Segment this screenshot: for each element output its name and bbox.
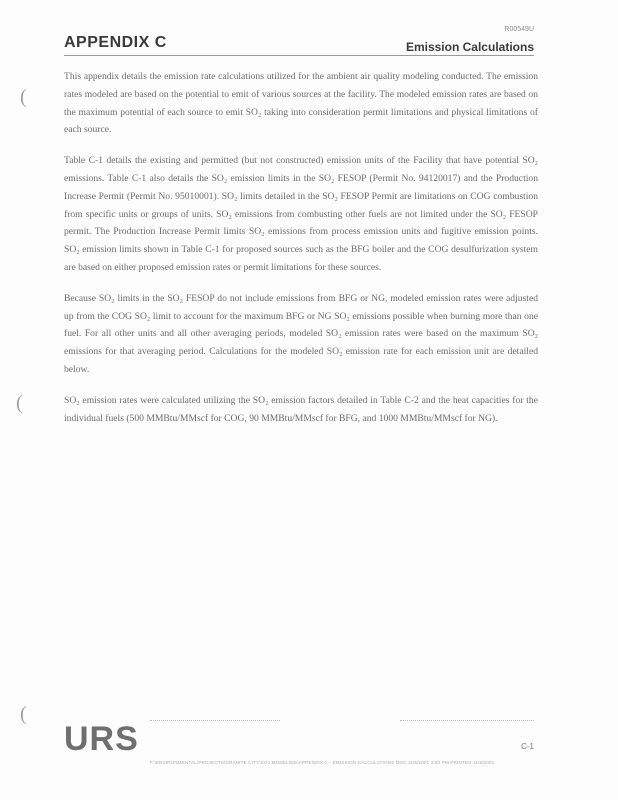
paragraph: Table C-1 details the existing and permitted (but not constructed) emission units of the Facility that have potential SO₂ emissions. Table C-1 also details the SO₂ emission limits in the SO₂ FESOP (Permit No. 94120017) and the Production Increase Permit (Permit No. 95010001). SO₂ limits detailed in the SO₂ FESOP Permit are limitations on COG combustion from specific units or groups of units. SO₂ emissions from combusting other fuels are not limited under the SO₂ FESOP permit. The Production Increase Permit limits SO₂ emissions from process emission units and fugitive emission points. SO₂ emission limits shown in Table C-1 for proposed sources such as the BFG boiler and the COG desulfurization system are based on either proposed emission rates or permit limitations for these sources. — [64, 155, 538, 273]
footer-file-path: F:\ENVIRONMENTAL\PROJECTS\GRANITE CITY\SO2 MODELING\APPENDIX C - EMISSION CALCULATIONS.DOC 11/5/2001 3:52 PM PRINTED 11/5/2001 — [150, 760, 495, 765]
paragraph: This appendix details the emission rate calculations utilized for the ambient air quality modeling conducted. The emission rates modeled are based on the potential to emit of various sources at the facility. The modeled emission rates are based on the maximum potential of each source to emit SO₂ taking into consideration permit limitations and physical limitations of each source. — [64, 71, 538, 136]
punch-hole-mark: ( — [20, 703, 27, 725]
section-title: Emission Calculations — [405, 40, 534, 54]
document-code: R00549U — [504, 26, 534, 33]
appendix-title: APPENDIX C — [64, 34, 167, 51]
paragraph: Because SO₂ limits in the SO₂ FESOP do not include emissions from BFG or NG, modeled emission rates were adjusted up from the COG SO₂ limit to account for the maximum BFG or NG SO₂ emissions possible when burning more than one fuel. For all other units and all other averaging periods, modeled SO₂ emission rates were based on the maximum SO₂ emissions for that averaging period. Calculations for the modeled SO₂ emission rate for each emission unit are detailed below. — [64, 292, 538, 375]
punch-hole-mark: ( — [20, 86, 27, 108]
header-divider — [64, 55, 534, 56]
footer-divider — [400, 720, 534, 721]
company-logo: URS — [64, 720, 139, 758]
body-text — [64, 68, 538, 440]
paragraph: SO₂ emission rates were calculated utilizing the SO₂ emission factors detailed in Table C-2 and the heat capacities for the individual fuels (500 MMBtu/MMscf for COG, 90 MMBtu/MMscf for BFG, and 1000 MMBtu/MMscf for NG). — [64, 394, 538, 424]
punch-hole-mark: ( — [16, 392, 23, 414]
footer-divider — [150, 720, 280, 721]
page-number: C-1 — [521, 742, 534, 751]
